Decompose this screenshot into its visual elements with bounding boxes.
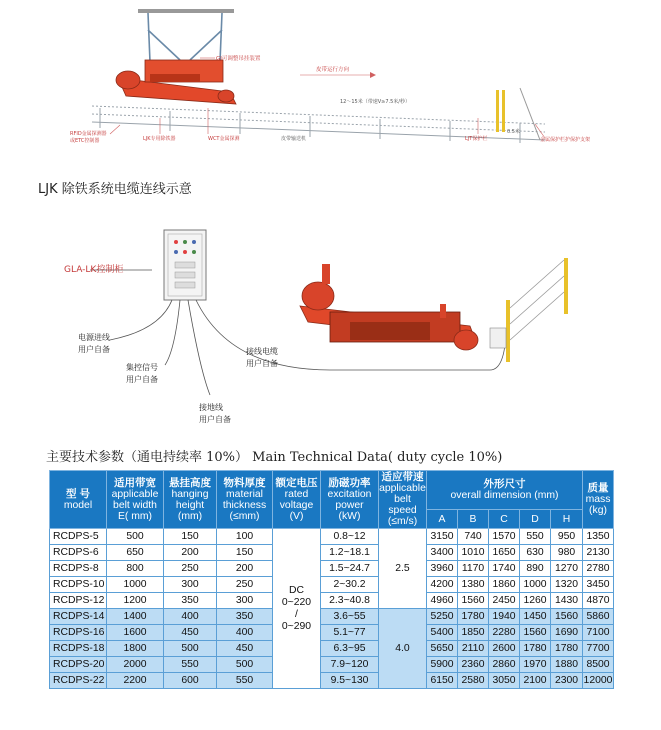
- table-row: [50, 593, 614, 609]
- cell-dim-h: 1320: [551, 577, 583, 593]
- cell-dim-a: 5900: [427, 657, 458, 673]
- header-model: 型 号 model: [50, 471, 107, 529]
- label-ground-sub: 用户自备: [199, 415, 231, 424]
- cell-dim-c: 2600: [489, 641, 520, 657]
- cell-material-thickness: 550: [217, 673, 273, 689]
- cell-excitation-power: 0.8~12: [321, 529, 379, 545]
- cell-mass: 7700: [583, 641, 614, 657]
- cell-dim-c: 2280: [489, 625, 520, 641]
- cell-mass: 2780: [583, 561, 614, 577]
- label-cable-sub: 用户自备: [246, 359, 278, 368]
- iron-separator-machine: [116, 60, 236, 104]
- cell-dim-b: 1850: [458, 625, 489, 641]
- label-rtc: 或ETC控制器: [70, 138, 100, 144]
- cell-material-thickness: 450: [217, 641, 273, 657]
- technical-data-title: 主要技术参数（通电持续率 10%） Main Technical Data( duty cycle 10%): [46, 450, 503, 465]
- cell-dim-a: 3960: [427, 561, 458, 577]
- cell-excitation-power: 2~30.2: [321, 577, 379, 593]
- cell-hanging-height: 250: [164, 561, 217, 577]
- yellow-fence: [490, 258, 568, 362]
- cell-belt-width: 800: [107, 561, 164, 577]
- cell-dim-d: 1970: [520, 657, 551, 673]
- cell-material-thickness: 250: [217, 577, 273, 593]
- hanger-rods: [148, 13, 222, 62]
- cell-belt-width: 500: [107, 529, 164, 545]
- cell-dim-b: 2360: [458, 657, 489, 673]
- control-cabinet: [164, 230, 206, 300]
- label-wct: WCT金属探测: [208, 136, 240, 142]
- ceiling-beam: [138, 9, 234, 13]
- cell-material-thickness: 300: [217, 593, 273, 609]
- cell-excitation-power: 9.5~130: [321, 673, 379, 689]
- cell-dim-b: 1780: [458, 609, 489, 625]
- cell-material-thickness: 200: [217, 561, 273, 577]
- table-row: [50, 673, 614, 689]
- cell-dim-b: 740: [458, 529, 489, 545]
- label-metal-fence: 金属保护栏护保护支架: [540, 137, 591, 143]
- header-excitation-power: 励磁功率 excitation power (kW): [321, 471, 379, 529]
- label-rfid: RFID金属探测器: [70, 131, 107, 137]
- cell-hanging-height: 450: [164, 625, 217, 641]
- cell-model: RCDPS-6: [50, 545, 107, 561]
- cell-hanging-height: 600: [164, 673, 217, 689]
- header-material-thickness: 物料厚度 material thickness (≤mm): [217, 471, 273, 529]
- cell-material-thickness: 350: [217, 609, 273, 625]
- cell-dim-h: 1880: [551, 657, 583, 673]
- table-row: [50, 657, 614, 673]
- cell-belt-width: 650: [107, 545, 164, 561]
- cell-belt-speed: 2.5: [379, 529, 427, 609]
- cell-dim-d: 890: [520, 561, 551, 577]
- label-gap: 0.5米: [507, 129, 520, 135]
- cell-dim-h: 1270: [551, 561, 583, 577]
- cell-mass: 5860: [583, 609, 614, 625]
- header-belt-width: 适用带宽 applicable belt width E( mm): [107, 471, 164, 529]
- label-distance: 12～15米（带速V≥7.5米/秒）: [340, 99, 410, 105]
- cell-dim-h: 1690: [551, 625, 583, 641]
- cell-hanging-height: 350: [164, 593, 217, 609]
- label-power-in-sub: 用户自备: [78, 345, 110, 354]
- cell-model: RCDPS-5: [50, 529, 107, 545]
- cell-rated-voltage: DC 0~220 / 0~290: [273, 529, 321, 689]
- cell-model: RCDPS-22: [50, 673, 107, 689]
- cell-excitation-power: 7.9~120: [321, 657, 379, 673]
- wiring-diagram: [0, 200, 661, 435]
- cell-dim-h: 1560: [551, 609, 583, 625]
- cell-hanging-height: 150: [164, 529, 217, 545]
- table-header-row: [50, 471, 614, 510]
- cell-model: RCDPS-14: [50, 609, 107, 625]
- cell-mass: 2130: [583, 545, 614, 561]
- cell-hanging-height: 550: [164, 657, 217, 673]
- cell-dim-d: 2100: [520, 673, 551, 689]
- cell-model: RCDPS-8: [50, 561, 107, 577]
- cell-dim-d: 630: [520, 545, 551, 561]
- cell-dim-h: 2300: [551, 673, 583, 689]
- cell-dim-b: 2580: [458, 673, 489, 689]
- cell-dim-d: 1450: [520, 609, 551, 625]
- cell-dim-c: 1860: [489, 577, 520, 593]
- cell-excitation-power: 3.6~55: [321, 609, 379, 625]
- cell-excitation-power: 5.1~77: [321, 625, 379, 641]
- cell-excitation-power: 6.3~95: [321, 641, 379, 657]
- cell-mass: 1350: [583, 529, 614, 545]
- table-row: [50, 609, 614, 625]
- cell-hanging-height: 500: [164, 641, 217, 657]
- label-control-signal-sub: 用户自备: [126, 375, 158, 384]
- table-row: [50, 561, 614, 577]
- cell-belt-width: 1800: [107, 641, 164, 657]
- cell-model: RCDPS-20: [50, 657, 107, 673]
- header-dim-d: D: [520, 510, 551, 529]
- label-belt-direction: 皮带运行方向: [316, 67, 350, 73]
- cell-belt-speed: 4.0: [379, 609, 427, 689]
- cell-hanging-height: 300: [164, 577, 217, 593]
- cell-belt-width: 1000: [107, 577, 164, 593]
- cell-dim-b: 2110: [458, 641, 489, 657]
- cell-belt-width: 2000: [107, 657, 164, 673]
- cell-dim-c: 2450: [489, 593, 520, 609]
- cell-mass: 3450: [583, 577, 614, 593]
- cell-material-thickness: 100: [217, 529, 273, 545]
- cell-dim-b: 1560: [458, 593, 489, 609]
- label-ground: 接地线: [199, 403, 223, 412]
- header-overall-dimension: 外形尺寸 overall dimension (mm): [427, 471, 583, 510]
- header-belt-speed: 适应带速 applicable belt speed (≤m/s): [379, 471, 426, 527]
- label-ljk-device: LJK专用除铁器: [143, 136, 176, 142]
- cell-dim-a: 6150: [427, 673, 458, 689]
- table-row: [50, 577, 614, 593]
- table-row: [50, 625, 614, 641]
- cell-dim-d: 1260: [520, 593, 551, 609]
- header-dim-a: A: [427, 510, 458, 529]
- cell-mass: 8500: [583, 657, 614, 673]
- cell-dim-a: 3400: [427, 545, 458, 561]
- cell-material-thickness: 500: [217, 657, 273, 673]
- cell-dim-c: 1570: [489, 529, 520, 545]
- cell-dim-a: 5400: [427, 625, 458, 641]
- cell-dim-d: 1000: [520, 577, 551, 593]
- label-control-signal: 集控信号: [126, 363, 158, 372]
- cell-dim-h: 950: [551, 529, 583, 545]
- header-dim-b: B: [458, 510, 489, 529]
- cell-dim-c: 1650: [489, 545, 520, 561]
- cell-dim-d: 550: [520, 529, 551, 545]
- table-row: [50, 545, 614, 561]
- cell-model: RCDPS-16: [50, 625, 107, 641]
- cell-model: RCDPS-18: [50, 641, 107, 657]
- cell-belt-width: 1600: [107, 625, 164, 641]
- separator-machine: [300, 264, 478, 350]
- label-ljt-fence: LJT保护栏: [465, 136, 488, 142]
- label-power-in: 电源进线: [78, 333, 110, 342]
- cell-belt-width: 1200: [107, 593, 164, 609]
- cell-dim-c: 2860: [489, 657, 520, 673]
- figure-title: LJK 除铁系统电缆连线示意: [38, 182, 192, 197]
- cell-hanging-height: 400: [164, 609, 217, 625]
- cell-dim-b: 1170: [458, 561, 489, 577]
- cell-dim-d: 1780: [520, 641, 551, 657]
- header-dim-c: C: [489, 510, 520, 529]
- header-mass: 质量 mass (kg): [583, 471, 614, 529]
- label-cable: 接线电缆: [246, 347, 278, 356]
- cell-dim-a: 3150: [427, 529, 458, 545]
- table-row: [50, 641, 614, 657]
- cell-mass: 4870: [583, 593, 614, 609]
- label-belt: 皮带输送机: [281, 136, 307, 142]
- cell-model: RCDPS-10: [50, 577, 107, 593]
- cell-belt-width: 1400: [107, 609, 164, 625]
- cell-mass: 12000: [583, 673, 614, 689]
- label-adjustable-hanger: GJ可调整吊挂装置: [216, 56, 261, 62]
- header-rated-voltage: 额定电压 rated voltage (V): [273, 471, 321, 529]
- label-control-cabinet: GLA-LK控制柜: [64, 265, 124, 275]
- cell-dim-a: 5650: [427, 641, 458, 657]
- cell-dim-h: 980: [551, 545, 583, 561]
- technical-data-table: [49, 470, 614, 689]
- header-dim-h: H: [551, 510, 583, 529]
- cell-hanging-height: 200: [164, 545, 217, 561]
- cell-dim-a: 5250: [427, 609, 458, 625]
- cell-dim-d: 1560: [520, 625, 551, 641]
- cell-model: RCDPS-12: [50, 593, 107, 609]
- cell-material-thickness: 400: [217, 625, 273, 641]
- cell-dim-b: 1380: [458, 577, 489, 593]
- cell-belt-width: 2200: [107, 673, 164, 689]
- header-hanging-height: 悬挂高度 hanging height (mm): [164, 471, 217, 529]
- cell-dim-c: 1740: [489, 561, 520, 577]
- table-row: [50, 529, 614, 545]
- cell-dim-h: 1430: [551, 593, 583, 609]
- cell-material-thickness: 150: [217, 545, 273, 561]
- cell-excitation-power: 2.3~40.8: [321, 593, 379, 609]
- cell-dim-a: 4200: [427, 577, 458, 593]
- cell-excitation-power: 1.2~18.1: [321, 545, 379, 561]
- cell-dim-c: 1940: [489, 609, 520, 625]
- installation-diagram: [0, 0, 661, 170]
- cell-dim-c: 3050: [489, 673, 520, 689]
- cell-mass: 7100: [583, 625, 614, 641]
- cell-dim-a: 4960: [427, 593, 458, 609]
- cell-excitation-power: 1.5~24.7: [321, 561, 379, 577]
- cell-dim-b: 1010: [458, 545, 489, 561]
- cell-dim-h: 1780: [551, 641, 583, 657]
